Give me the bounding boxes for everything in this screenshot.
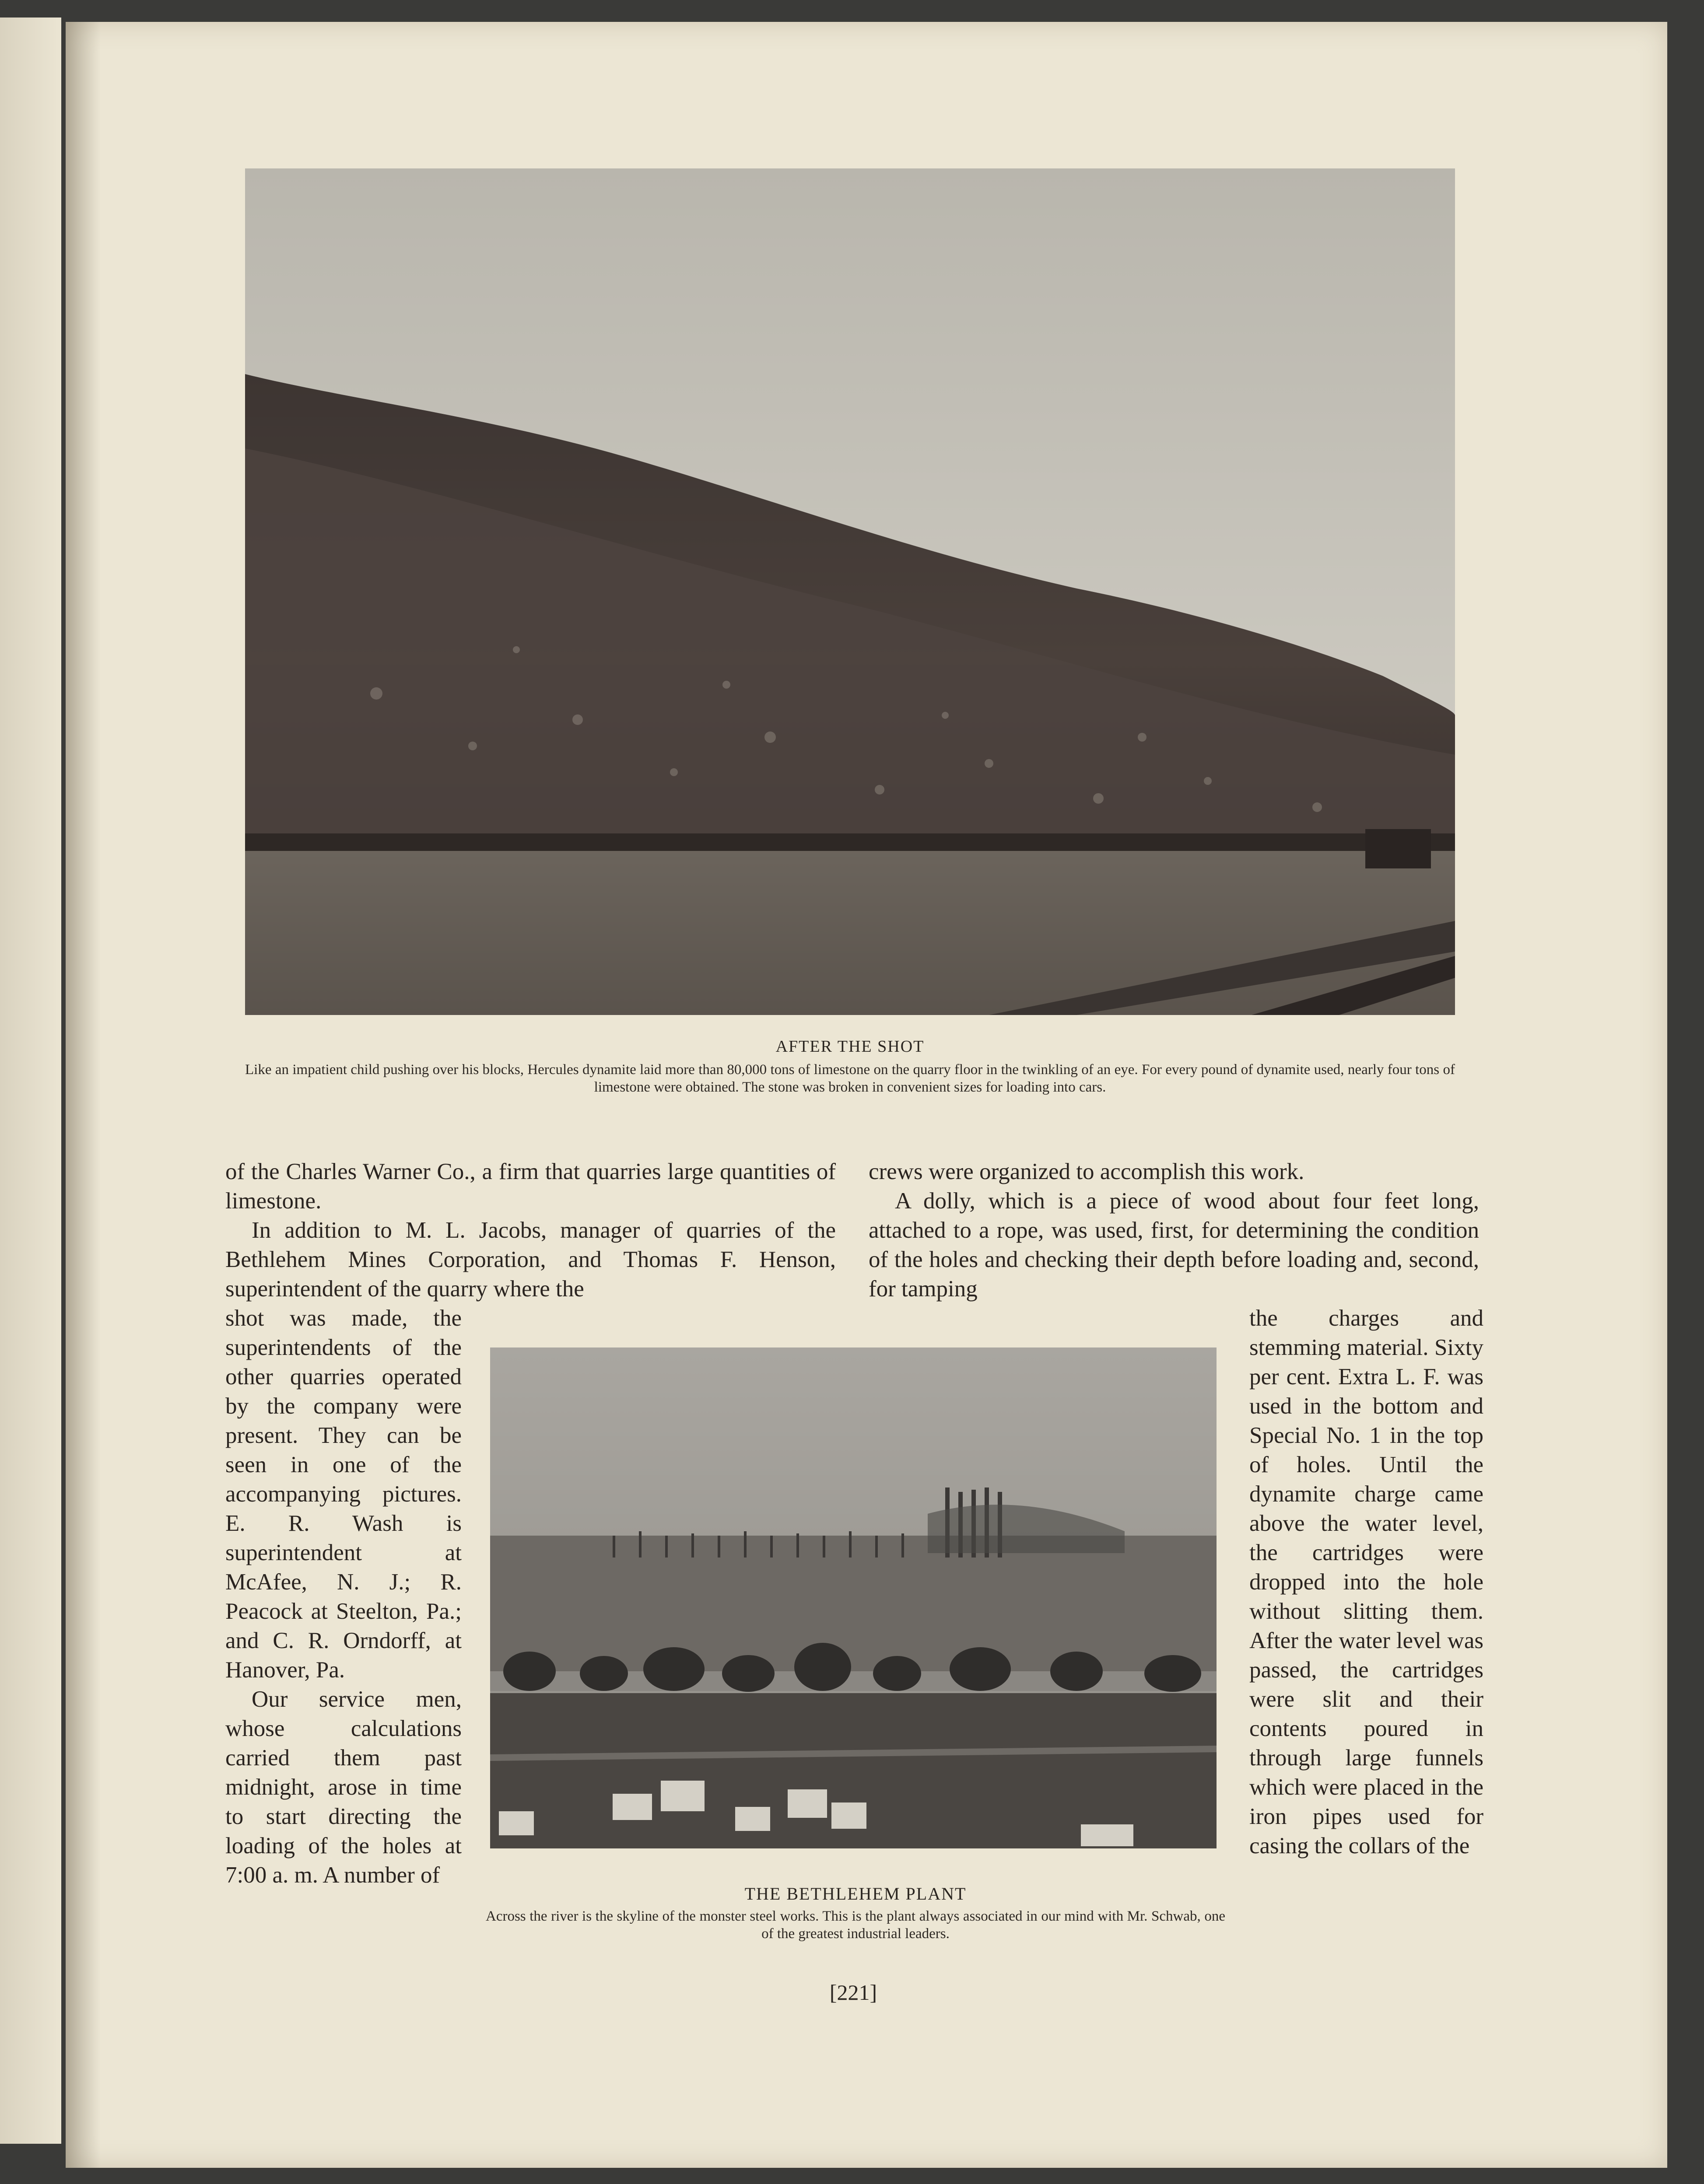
right-paragraph-2b: the charges and stemming material. Sixty per cent. Extra L. F. was used in the bottom and Special No. 1 in the top of holes. Until the dynamite charge came above the water level, the cartridges were dropped into the hole without slitting them. After the water level was passed, the cartridges were slit and their contents poured in through large funnels which were placed in the iron pipes used for casing the collars of the [1249, 1306, 1483, 1858]
right-paragraph-2a: A dolly, which is a piece of wood about four feet long, attached to a rope, was used, first, for determining the condition of the holes and checking their depth before loading and, second, for tamping [869, 1188, 1479, 1302]
bethlehem-plant-photo [490, 1348, 1217, 1848]
left-paragraph-1: of the Charles Warner Co., a firm that quarries large quantities of limestone. [225, 1159, 836, 1214]
quarry-photo [245, 168, 1455, 1015]
top-figure-caption: Like an impatient child pushing over his blocks, Hercules dynamite laid more than 80,000 tons of limestone on the quarry floor in the twinkling of an eye. For every pound of dynamite used, nearly four tons of limestone were obtained. The stone was broken in convenient sizes for loading into cars. [245, 1062, 1455, 1095]
quarry-photo-image [245, 168, 1455, 1015]
right-column-narrow [1249, 1304, 1483, 1861]
top-figure-title: AFTER THE SHOT [775, 1037, 925, 1056]
facing-page-edge [0, 18, 61, 2144]
left-paragraph-2b: shot was made, the superintendents of the other quarries operated by the company were present. They can be seen in one of the accompanying pictures. E. R. Wash is superintendent at McAfee, N. J.; R. Peacock at Steelton, Pa.; and C. R. Orndorff, at Hanover, Pa. [225, 1306, 462, 1683]
right-paragraph-1: crews were organized to accomplish this work. [869, 1159, 1304, 1184]
gutter-shadow [66, 22, 101, 2168]
page-number: [221] [829, 1980, 877, 2005]
bottom-figure-title: THE BETHLEHEM PLANT [744, 1884, 967, 1904]
left-column-top [225, 1157, 836, 1304]
left-paragraph-3: Our service men, whose calculations carried them past midnight, arose in time to start directing the loading of the holes at 7:00 a. m. A number of [225, 1687, 462, 1888]
bottom-figure-caption: Across the river is the skyline of the monster steel works. This is the plant always associated in our mind with Mr. Schwab, one of the greatest industrial leaders. [486, 1908, 1225, 1942]
bethlehem-plant-image [490, 1348, 1217, 1848]
left-paragraph-2a: In addition to M. L. Jacobs, manager of quarries of the Bethlehem Mines Corporation, and Thomas F. Henson, superintendent of the quarry where the [225, 1218, 836, 1302]
right-column-top [869, 1157, 1479, 1304]
left-column-narrow [225, 1304, 462, 1890]
